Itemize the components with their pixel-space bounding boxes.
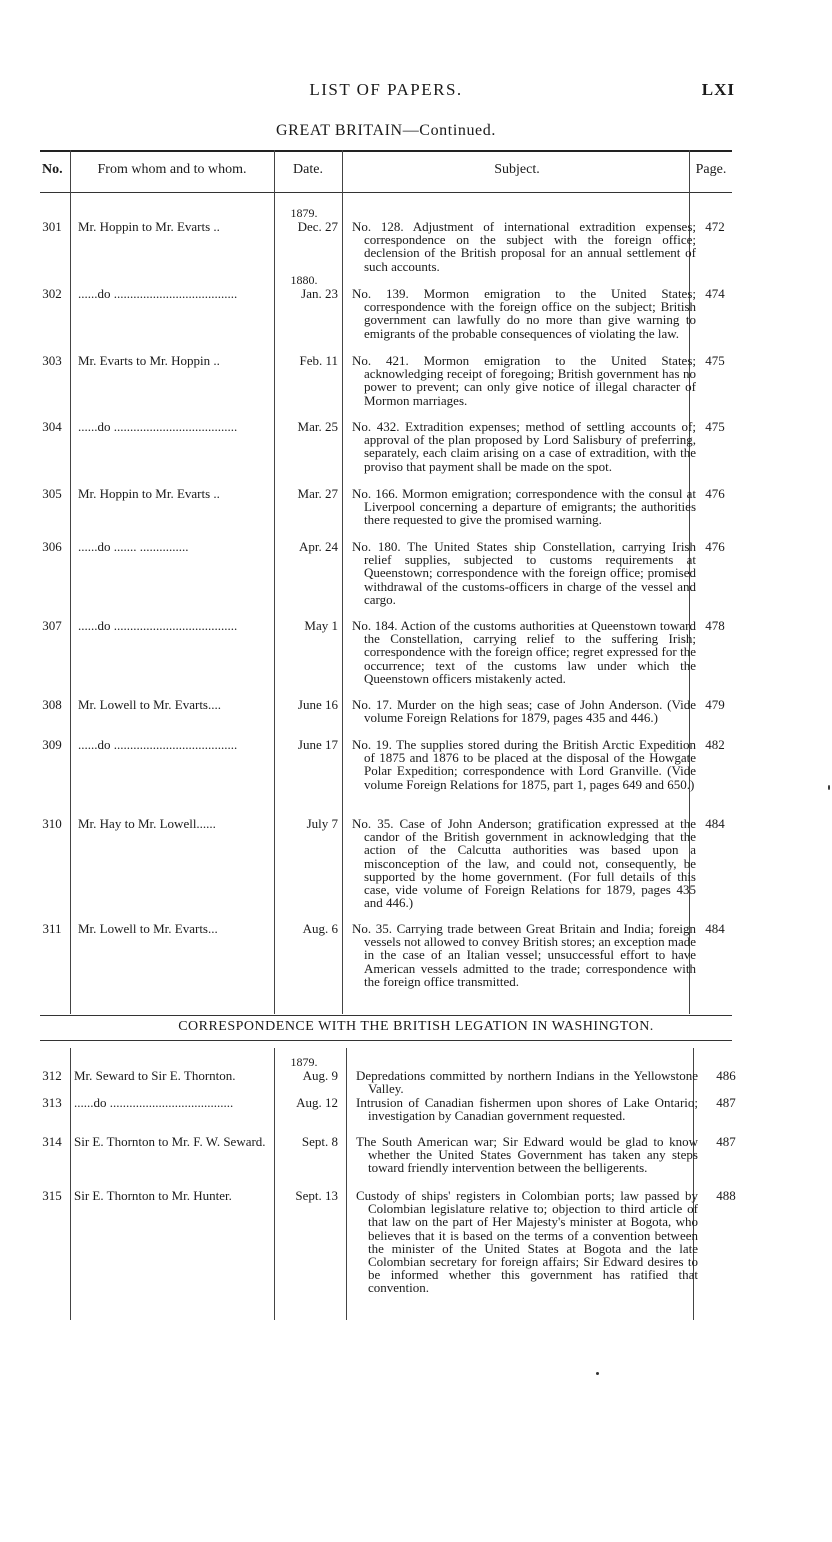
correspondent: Mr. Hoppin to Mr. Evarts .. <box>78 219 220 234</box>
entry-page: 487 <box>716 1095 736 1110</box>
column-rule <box>346 1048 347 1320</box>
entry-subject: No. 19. The supplies stored during the British Arctic Expedition of 1875 and 1876 to be placed at the disposal of the Howgate Polar Expedition; correspondence with Lord Granville. (Vide volume Foreign Relations for 1875, part 1, pages 649 and 650.) <box>352 737 696 792</box>
entry-number: 308 <box>42 697 62 712</box>
year-label: 1879. <box>290 206 318 220</box>
column-rule <box>274 150 275 1014</box>
entry-number: 302 <box>42 286 62 301</box>
correspondent: Mr. Lowell to Mr. Evarts.... <box>78 697 221 712</box>
section2-title: CORRESPONDENCE WITH THE BRITISH LEGATION IN WASHINGTON. <box>178 1019 654 1034</box>
entry-page: 484 <box>705 921 725 936</box>
entry-number: 305 <box>42 486 62 501</box>
entry-page: 487 <box>716 1134 736 1149</box>
entry-number: 301 <box>42 219 62 234</box>
ink-speck <box>828 785 830 790</box>
entry-date: Dec. 27 <box>297 219 338 234</box>
section-divider-rule <box>40 1015 732 1016</box>
entry-date: Mar. 27 <box>297 486 338 501</box>
running-title: LIST OF PAPERS. <box>309 80 463 99</box>
entry-subject: No. 421. Mormon emigration to the United States; acknowledging receipt of foregoing; British government has no power to prevent; can only give notice of illegal character of Mormon marriages. <box>352 353 696 408</box>
correspondent: Mr. Hoppin to Mr. Evarts .. <box>78 486 220 501</box>
entry-date: May 1 <box>304 618 338 633</box>
entry-number: 310 <box>42 816 62 831</box>
entry-subject: No. 139. Mormon emigration to the United States; correspondence with the foreign office on the subject; British government can lawfully do no more than give warning to emigrants of the probable consequences of violating the law. <box>352 286 696 341</box>
correspondent: Mr. Lowell to Mr. Evarts... <box>78 921 218 936</box>
correspondent: ......do ...................................... <box>78 286 238 301</box>
entry-subject: No. 180. The United States ship Constellation, carrying Irish relief supplies, subjected to customs requirements at Queenstown; correspondence with the foreign office; promised withdrawal of the customs-officers in charge of the vessel and cargo. <box>352 539 696 607</box>
year-label: 1879. <box>290 1055 318 1069</box>
entry-date: Apr. 24 <box>299 539 338 554</box>
correspondent-text: Sir E. Thornton to Mr. Hunter. <box>74 1188 232 1203</box>
correspondent: Mr. Seward to Sir E. Thornton. <box>74 1068 236 1083</box>
correspondent: Mr. Hay to Mr. Lowell...... <box>78 816 216 831</box>
correspondent: ......do ...................................... <box>78 737 238 752</box>
entry-subject: No. 35. Carrying trade between Great Britain and India; foreign vessels not allowed to convey British stores; an exception made in the case of an Italian vessel; unsuccessful effort to have American vessels admitted to the trade; correspondence with the foreign office transmitted. <box>352 921 696 989</box>
table-top-rule <box>40 150 732 152</box>
entry-page: 478 <box>705 618 725 633</box>
column-header-page: Page. <box>695 162 727 177</box>
entry-page: 484 <box>705 816 725 831</box>
entry-page: 479 <box>705 697 725 712</box>
entry-page: 472 <box>705 219 725 234</box>
entry-page: 486 <box>716 1068 736 1083</box>
entry-subject: Intrusion of Canadian fishermen upon shores of Lake Ontario; investigation by Canadian government requested. <box>356 1095 698 1124</box>
entry-date: Sept. 13 <box>295 1188 338 1203</box>
entry-date: Feb. 11 <box>299 353 338 368</box>
entry-number: 303 <box>42 353 62 368</box>
header-bottom-rule <box>40 192 732 193</box>
correspondent: Mr. Evarts to Mr. Hoppin .. <box>78 353 220 368</box>
entry-subject: No. 17. Murder on the high seas; case of John Anderson. (Vide volume Foreign Relations for 1879, pages 435 and 446.) <box>352 697 696 726</box>
correspondent <box>74 1135 274 1148</box>
entry-subject: No. 128. Adjustment of international extradition expenses; correspondence on the subject with the foreign office; declension of the British proposal for an annual settlement of such accounts. <box>352 219 696 274</box>
entry-page: 475 <box>705 419 725 434</box>
column-header-subject: Subject. <box>494 162 540 177</box>
column-rule <box>70 1048 71 1320</box>
entry-date: Aug. 9 <box>302 1068 338 1083</box>
entry-subject: Depredations committed by northern Indians in the Yellowstone Valley. <box>356 1068 698 1097</box>
column-header-no: No. <box>42 162 63 177</box>
entry-subject: No. 35. Case of John Anderson; gratification expressed at the candor of the British government in acknowledging that the action of the Calcutta authorities was based upon a misconception of the law, and could not, consequently, be supported by the home government. (For full details of this case, vide volume of Foreign Relations for 1879, pages 435 and 446.) <box>352 816 696 911</box>
entry-number: 307 <box>42 618 62 633</box>
entry-date: June 17 <box>297 737 338 752</box>
entry-number: 313 <box>42 1095 62 1110</box>
ink-speck <box>596 1372 599 1375</box>
entry-date: Jan. 23 <box>301 286 338 301</box>
entry-date: Aug. 12 <box>296 1095 338 1110</box>
entry-subject: The South American war; Sir Edward would be glad to know whether the United States Government has taken any steps toward friendly intervention between the belligerents. <box>356 1134 698 1176</box>
entry-number: 309 <box>42 737 62 752</box>
entry-subject: No. 166. Mormon emigration; correspondence with the consul at Liverpool concerning a departure of emigrants; the authorities there requested to give the promised warning. <box>352 486 696 528</box>
correspondent: ......do ....... ............... <box>78 539 189 554</box>
entry-subject: No. 432. Extradition expenses; method of settling accounts of; approval of the plan proposed by Lord Salisbury of preferring, separately, each claim arising on a case of extradition, with the proviso that payment shall be made on the spot. <box>352 419 696 474</box>
entry-subject: No. 184. Action of the customs authorities at Queenstown toward the Constellation, carrying relief to the suffering Irish; correspondence with the foreign office; regret expressed for the occurrence; text of the customs law under which the Queenstown officers mistakenly acted. <box>352 618 696 686</box>
column-header-date: Date. <box>293 162 323 177</box>
entry-page: 475 <box>705 353 725 368</box>
entry-page: 476 <box>705 539 725 554</box>
column-header-from: From whom and to whom. <box>97 162 247 177</box>
entry-date: Aug. 6 <box>302 921 338 936</box>
entry-date: Mar. 25 <box>297 419 338 434</box>
year-label: 1880. <box>290 273 318 287</box>
correspondent-text: Sir E. Thornton to Mr. F. W. Seward. <box>74 1134 266 1149</box>
entry-page: 488 <box>716 1188 736 1203</box>
entry-date: July 7 <box>306 816 338 831</box>
entry-number: 312 <box>42 1068 62 1083</box>
entry-date: Sept. 8 <box>301 1134 338 1149</box>
entry-date: June 16 <box>297 697 338 712</box>
correspondent: ......do ...................................... <box>78 419 238 434</box>
entry-number: 304 <box>42 419 62 434</box>
section2-rule <box>40 1040 732 1041</box>
entry-page: 482 <box>705 737 725 752</box>
entry-page: 476 <box>705 486 725 501</box>
entry-number: 314 <box>42 1134 62 1149</box>
section-title: GREAT BRITAIN—Continued. <box>276 122 496 139</box>
correspondent: ......do ...................................... <box>74 1095 234 1110</box>
entry-subject: Custody of ships' registers in Colombian ports; law passed by Colombian legislature relative to; objection to third article of that law on the part of Her Majesty's minister at Bogota, who believes that it is based on the terms of a convention between the minister of the United States at Bogota and the late Colombian secretary for foreign affairs; Sir Edward desires to be informed whether this government has ratified that convention. <box>356 1188 698 1296</box>
entry-number: 315 <box>42 1188 62 1203</box>
entry-page: 474 <box>705 286 725 301</box>
correspondent <box>74 1189 274 1202</box>
column-rule <box>70 150 71 1014</box>
entry-number: 311 <box>42 921 62 936</box>
column-rule <box>274 1048 275 1320</box>
correspondent: ......do ...................................... <box>78 618 238 633</box>
page-number: LXI <box>701 80 735 99</box>
column-rule <box>342 150 343 1014</box>
entry-number: 306 <box>42 539 62 554</box>
